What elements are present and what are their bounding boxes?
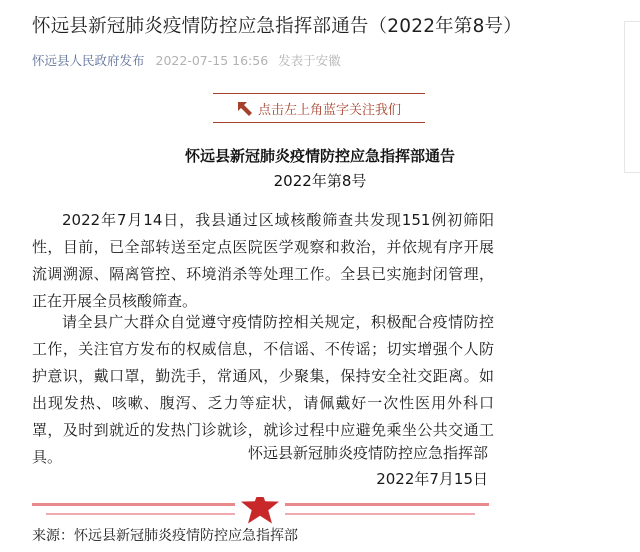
notice-number: 2022年第8号 xyxy=(273,172,367,190)
publish-location: 发表于安徽 xyxy=(278,53,341,68)
star-icon xyxy=(241,497,279,524)
follow-banner xyxy=(213,93,425,123)
signature-org: 怀远县新冠肺炎疫情防控应急指挥部 xyxy=(247,444,488,462)
notice-heading: 怀远县新冠肺炎疫情防控应急指挥部通告 xyxy=(184,147,455,165)
author-link[interactable]: 怀远县人民政府发布 xyxy=(32,53,145,68)
source-credit: 来源：怀远县新冠肺炎疫情防控应急指挥部 xyxy=(32,528,298,544)
publish-time: 2022-07-15 16:56 xyxy=(155,53,269,68)
follow-text: 点击左上角蓝字关注我们 xyxy=(257,102,401,118)
star-divider xyxy=(0,497,640,527)
article-meta xyxy=(32,51,341,69)
notice-paragraph-2: 请全县广大群众自觉遵守疫情防控相关规定，积极配合疫情防控工作，关注官方发布的权威信息，不信谣、不传谣；切实增强个人防护意识，戴口罩，勤洗手，常通风，少聚集，保持安全社交距离。如出现发热、咳嗽、腹泻、乏力等症状，请佩戴好一次性医用外科口罩，及时到就近的发热门诊就诊，就诊过程中应避免乘坐公共交通工具。 xyxy=(32,313,494,466)
arrow-up-left-icon xyxy=(237,101,253,116)
signature-date: 2022年7月15日 xyxy=(376,470,488,488)
notice-paragraph-1: 2022年7月14日，我县通过区域核酸筛查共发现151例初筛阳性，目前，已全部转送至定点医院医学观察和救治，并依规有序开展流调溯源、隔离管控、环境消杀等处理工作。全县已实施封闭管理，正在开展全员核酸筛查。 xyxy=(32,211,494,310)
article-title: 怀远县新冠肺炎疫情防控应急指挥部通告（2022年第8号） xyxy=(32,16,522,37)
